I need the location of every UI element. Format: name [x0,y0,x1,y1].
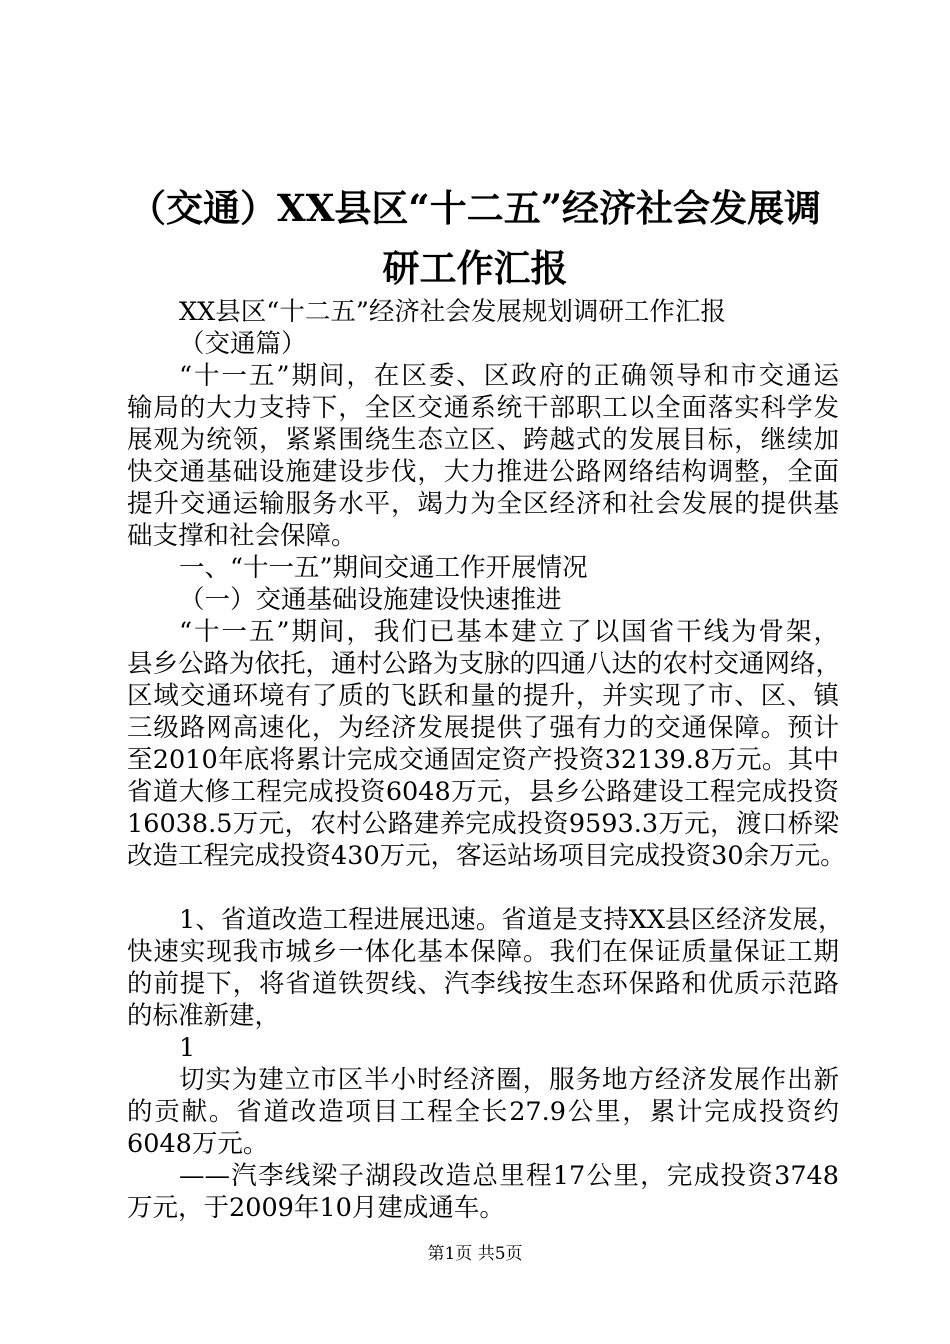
text-line: （交通篇） [179,329,307,359]
text-line: ——汽李线梁子湖段改造总里程17公里，完成投资3748 [179,1161,839,1191]
text-line: 快速实现我市城乡一体化基本保障。我们在保证质量保证工期 [127,937,839,967]
text-line: 的前提下，将省道铁贺线、汽李线按生态环保路和优质示范路 [127,969,839,999]
text-line: 至2010年底将累计完成交通固定资产投资32139.8万元。其中 [127,745,839,775]
text-line: 输局的大力支持下，全区交通系统干部职工以全面落实科学发 [127,393,839,423]
text-line: 提升交通运输服务水平，竭力为全区经济和社会发展的提供基 [127,489,839,519]
document-body [127,296,846,1224]
text-line: XX县区“十二五”经济社会发展规划调研工作汇报 [179,297,726,327]
text-line: 切实为建立市区半小时经济圈，服务地方经济发展作出新 [179,1065,839,1095]
text-line: 县乡公路为依托，通村公路为支脉的四通八达的农村交通网络， [127,649,842,679]
text-line: 三级路网高速化，为经济发展提供了强有力的交通保障。预计 [127,713,839,743]
text-line: 省道大修工程完成投资6048万元，县乡公路建设工程完成投资 [127,777,839,807]
document-title-line-1: （交通）XX县区“十二五”经济社会发展调 [129,186,821,230]
text-line: 展观为统领，紧紧围绕生态立区、跨越式的发展目标，继续加 [127,425,839,455]
text-line: 的贡献。省道改造项目工程全长27.9公里，累计完成投资约 [127,1097,839,1127]
text-line: （一）交通基础设施建设快速推进 [179,585,562,615]
text-line: 快交通基础设施建设步伐，大力推进公路网络结构调整，全面 [127,457,839,487]
page-footer: 第1页 共5页 [427,1244,523,1264]
document-title-line-2: 研工作汇报 [382,246,568,290]
text-line: “十一五”期间，我们已基本建立了以国省干线为骨架， [179,617,839,647]
text-line: 1 [179,1033,196,1063]
paragraph-gap [127,872,839,904]
text-line: “十一五”期间，在区委、区政府的正确领导和市交通运 [179,361,839,391]
text-line: 础支撑和社会保障。 [127,521,357,551]
text-line: 的标准新建， [127,1001,281,1031]
text-line: 改造工程完成投资430万元，客运站场项目完成投资30余万元。 [127,841,846,871]
text-line: 16038.5万元，农村公路建养完成投资9593.3万元，渡口桥梁 [127,809,839,839]
text-line: 万元，于2009年10月建成通车。 [127,1193,505,1223]
text-line: 区域交通环境有了质的飞跃和量的提升，并实现了市、区、镇 [127,681,839,711]
text-line: 1、省道改造工程进展迅速。省道是支持XX县区经济发展， [179,905,844,935]
text-line: 6048万元。 [127,1129,269,1159]
text-line: 一、“十一五”期间交通工作开展情况 [179,553,588,583]
